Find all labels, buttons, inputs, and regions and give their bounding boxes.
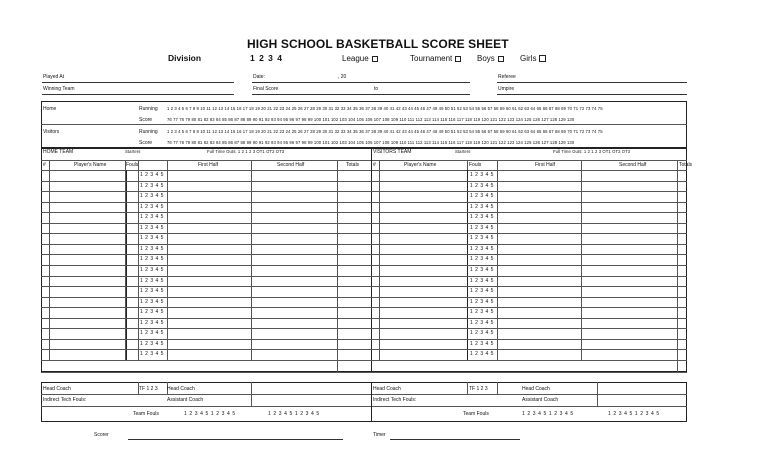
home-header-second-half: Second Half <box>277 162 305 168</box>
home-foul-marks[interactable]: 1 2 3 4 5 <box>140 224 164 231</box>
visitors-header-totals: Totals <box>679 162 693 168</box>
visitors-foul-marks[interactable]: 1 2 3 4 5 <box>470 235 494 242</box>
scorer-label: Scorer <box>94 432 109 438</box>
visitors-foul-marks[interactable]: 1 2 3 4 5 <box>470 172 494 178</box>
visitors-team-fouls-first-half[interactable]: 1 2 3 4 5 1 2 3 4 5 <box>522 411 574 417</box>
home-column-line <box>138 160 139 360</box>
home-head-coach-field[interactable]: Head Coach <box>167 386 195 392</box>
home-team-fouls-label: Team Fouls <box>133 411 159 417</box>
home-foul-marks[interactable]: 1 2 3 4 5 <box>140 182 164 189</box>
visitors-header-second-half: Second Half <box>619 162 647 168</box>
table-row <box>41 360 687 361</box>
tournament-checkbox[interactable] <box>455 56 461 62</box>
home-column-line <box>251 160 252 360</box>
date-label: Date: <box>253 74 265 80</box>
visitors-foul-marks[interactable]: 1 2 3 4 5 <box>470 340 494 347</box>
home-assistant-coach-field[interactable]: Assistant Coach <box>167 397 204 403</box>
visitors-team-fouls-second-half[interactable]: 1 2 3 4 5 1 2 3 4 5 <box>608 411 660 417</box>
home-foul-marks[interactable]: 1 2 3 4 5 <box>140 266 164 273</box>
league-option[interactable] <box>342 55 378 63</box>
visitors-header-first-half: First Half <box>535 162 555 168</box>
home-column-line <box>49 160 50 360</box>
league-checkbox[interactable] <box>372 56 378 62</box>
visitors-tf-cell-right <box>497 382 498 394</box>
home-column-line <box>167 160 168 360</box>
home-foul-marks[interactable]: 1 2 3 4 5 <box>140 235 164 242</box>
home-starters-label: Starters <box>125 149 141 154</box>
table-row <box>41 254 687 255</box>
table-row <box>41 286 687 287</box>
home-header-first-half: First Half <box>198 162 218 168</box>
home-team-label: HOME TEAM <box>43 149 74 155</box>
visitors-running-sequence[interactable]: 1 2 3 4 5 6 7 8 9 10 11 12 13 14 15 16 17 18 19 20 21 22 23 24 25 26 27 28 29 30 31 32 33 34 35 36 37 38 39 40 41 42 43 44 45 46 47 48 49 50 51 52 53 54 55 56 57 58 59 60 61 62 63 64 65 66 67 68 69 70 71 72 73 74 75 <box>167 129 603 134</box>
home-column-line <box>337 160 338 360</box>
referee-label: Referee <box>498 74 516 80</box>
scorer-field[interactable] <box>128 439 343 440</box>
visitors-column-line <box>677 160 678 360</box>
home-foul-marks[interactable]: 1 2 3 4 5 <box>140 214 164 221</box>
played-at-field[interactable] <box>42 82 234 83</box>
visitors-starters-label: Starters <box>455 149 471 154</box>
visitors-tf-marks[interactable]: TF 1 2 3 <box>469 386 488 392</box>
home-foul-marks[interactable]: 1 2 3 4 5 <box>140 298 164 305</box>
visitors-foul-marks[interactable]: 1 2 3 4 5 <box>470 224 494 231</box>
boys-label: Boys <box>477 54 495 63</box>
home-foul-marks[interactable]: 1 2 3 4 5 <box>140 309 164 316</box>
home-team-fouls-second-half[interactable]: 1 2 3 4 5 1 2 3 4 5 <box>268 411 320 417</box>
visitors-foul-marks[interactable]: 1 2 3 4 5 <box>470 214 494 221</box>
winning-team-label: Winning Team <box>43 86 75 92</box>
boys-checkbox[interactable] <box>498 56 504 62</box>
sheet-title: HIGH SCHOOL BASKETBALL SCORE SHEET <box>247 37 509 51</box>
visitors-label: Visitors <box>43 129 60 135</box>
division-label: Division <box>168 53 202 63</box>
visitors-head-coach-field[interactable]: Head Coach <box>522 386 550 392</box>
umpire-field[interactable] <box>497 94 687 95</box>
home-foul-marks[interactable]: 1 2 3 4 5 <box>140 245 164 252</box>
home-foul-marks[interactable]: 1 2 3 4 5 <box>140 277 164 284</box>
home-team-fouls-first-half[interactable]: 1 2 3 4 5 1 2 3 4 5 <box>184 411 236 417</box>
date-year-label: , 20 <box>338 74 347 80</box>
table-row <box>41 276 687 277</box>
visitors-foul-marks[interactable]: 1 2 3 4 5 <box>470 256 494 263</box>
referee-field[interactable] <box>497 82 687 83</box>
visitors-foul-marks[interactable]: 1 2 3 4 5 <box>470 277 494 284</box>
home-foul-marks[interactable]: 1 2 3 4 5 <box>140 319 164 326</box>
home-header-num: # <box>43 162 46 168</box>
boys-option[interactable] <box>477 55 504 63</box>
timer-field[interactable] <box>390 439 520 440</box>
home-header-player: Player's Name <box>74 162 107 168</box>
visitors-foul-marks[interactable]: 1 2 3 4 5 <box>470 330 494 337</box>
table-row <box>41 318 687 319</box>
coach-row-line <box>41 394 687 395</box>
home-foul-marks[interactable]: 1 2 3 4 5 <box>140 172 164 178</box>
home-totals-cell[interactable] <box>337 360 338 372</box>
visitors-foul-marks[interactable]: 1 2 3 4 5 <box>470 203 494 210</box>
visitors-foul-marks[interactable]: 1 2 3 4 5 <box>470 319 494 326</box>
home-tf-marks[interactable]: TF 1 2 3 <box>139 386 158 392</box>
table-row <box>41 233 687 234</box>
home-label: Home <box>43 106 57 112</box>
coach-team-divider <box>371 382 372 422</box>
visitors-column-line <box>581 160 582 360</box>
home-score-sequence[interactable]: 76 77 78 79 80 81 82 83 84 85 86 87 88 89 90 91 92 93 94 95 96 97 98 99 100 101 102 103 104 105 106 107 108 109 110 111 112 113 114 115 116 117 118 119 120 121 122 123 124 125 126 127 128 129 130 <box>167 117 575 122</box>
table-row <box>41 202 687 203</box>
tournament-option[interactable] <box>410 55 461 63</box>
table-row <box>41 212 687 213</box>
visitors-head-coach-label: Head Coach <box>373 386 401 392</box>
girls-label: Girls <box>520 54 537 63</box>
visitors-team-fouls-label: Team Fouls <box>463 411 489 417</box>
home-foul-marks[interactable]: 1 2 3 4 5 <box>140 340 164 347</box>
league-label: League <box>342 54 369 63</box>
home-foul-marks[interactable]: 1 2 3 4 5 <box>140 256 164 263</box>
home-foul-marks[interactable]: 1 2 3 4 5 <box>140 288 164 295</box>
played-at-label: Played At <box>43 74 65 80</box>
winning-team-field[interactable] <box>42 94 234 95</box>
table-row <box>41 181 687 182</box>
visitors-team-label: VISITORS TEAM <box>373 149 412 155</box>
visitors-foul-marks[interactable]: 1 2 3 4 5 <box>470 298 494 305</box>
visitors-column-line <box>497 160 498 360</box>
visitors-full-time-outs[interactable]: Full Time Outs: 1 2 1 2 3 OT1 OT2 OT3 <box>553 149 631 154</box>
home-header-totals: Totals <box>346 162 360 168</box>
home-indirect-tech-label: Indirect Tech Fouls: <box>43 397 87 403</box>
visitors-foul-marks[interactable]: 1 2 3 4 5 <box>470 193 494 200</box>
visitors-foul-marks[interactable]: 1 2 3 4 5 <box>470 245 494 252</box>
visitors-score-label: Score <box>139 140 153 146</box>
visitors-totals-cell[interactable] <box>677 360 678 372</box>
home-running-label: Running <box>139 106 158 112</box>
visitors-coach-cell-right <box>597 382 598 406</box>
girls-option[interactable] <box>520 55 546 63</box>
home-foul-marks[interactable]: 1 2 3 4 5 <box>140 351 164 358</box>
totals-row-line <box>41 372 687 373</box>
home-coach-cell-right <box>251 382 252 406</box>
running-score-divider <box>41 124 687 125</box>
home-foul-marks[interactable]: 1 2 3 4 5 <box>140 193 164 200</box>
visitors-foul-marks[interactable]: 1 2 3 4 5 <box>470 351 494 358</box>
home-running-sequence[interactable]: 1 2 3 4 5 6 7 8 9 10 11 12 13 14 15 16 17 18 19 20 21 22 23 24 25 26 27 28 29 30 31 32 33 34 35 36 37 38 39 40 41 42 43 44 45 46 47 48 49 50 51 52 53 54 55 56 57 58 59 60 61 62 63 64 65 66 67 68 69 70 71 72 73 74 75 <box>167 106 603 111</box>
visitors-foul-marks[interactable]: 1 2 3 4 5 <box>470 182 494 189</box>
final-score-field[interactable] <box>252 94 470 95</box>
tournament-label: Tournament <box>410 54 453 63</box>
visitors-header-fouls: Fouls <box>469 162 482 168</box>
girls-checkbox[interactable] <box>539 55 546 62</box>
table-row <box>41 244 687 245</box>
table-row <box>41 191 687 192</box>
visitors-tf-cell-left <box>467 382 468 394</box>
visitors-indirect-tech-label: Indirect Tech Fouls: <box>373 397 417 403</box>
date-field[interactable] <box>252 82 470 83</box>
home-header-fouls: Fouls <box>126 162 139 168</box>
umpire-label: Umpire <box>498 86 515 92</box>
visitors-foul-marks[interactable]: 1 2 3 4 5 <box>470 309 494 316</box>
visitors-foul-marks[interactable]: 1 2 3 4 5 <box>470 266 494 273</box>
table-row <box>41 307 687 308</box>
table-row <box>41 349 687 350</box>
visitors-score-sequence[interactable]: 76 77 78 79 80 81 82 83 84 85 86 87 88 89 90 91 92 93 94 95 96 97 98 99 100 101 102 103 104 105 106 107 108 109 110 111 112 113 114 115 116 117 118 119 120 121 122 123 124 125 126 127 128 129 130 <box>167 140 575 145</box>
division-numbers[interactable]: 1 2 3 4 <box>250 53 283 63</box>
home-score-label: Score <box>139 117 153 123</box>
visitors-header-num: # <box>373 162 376 168</box>
table-row <box>41 297 687 298</box>
table-row <box>41 223 687 224</box>
visitors-column-line <box>379 160 380 360</box>
coach-row-line-2 <box>41 406 687 407</box>
home-foul-marks[interactable]: 1 2 3 4 5 <box>140 330 164 337</box>
timer-label: Timer <box>373 432 386 438</box>
final-score-label: Final Score <box>253 86 279 92</box>
home-full-time-outs[interactable]: Full Time Outs: 1 2 1 2 3 OT1 OT2 OT3 <box>207 149 285 154</box>
visitors-foul-marks[interactable]: 1 2 3 4 5 <box>470 288 494 295</box>
visitors-header-player: Player's Name <box>404 162 437 168</box>
final-score-to: to <box>374 86 379 92</box>
visitors-assistant-coach-field[interactable]: Assistant Coach <box>522 397 559 403</box>
table-row <box>41 265 687 266</box>
visitors-running-label: Running <box>139 129 158 135</box>
table-row <box>41 328 687 329</box>
table-row <box>41 339 687 340</box>
home-foul-marks[interactable]: 1 2 3 4 5 <box>140 203 164 210</box>
home-head-coach-label: Head Coach <box>43 386 71 392</box>
